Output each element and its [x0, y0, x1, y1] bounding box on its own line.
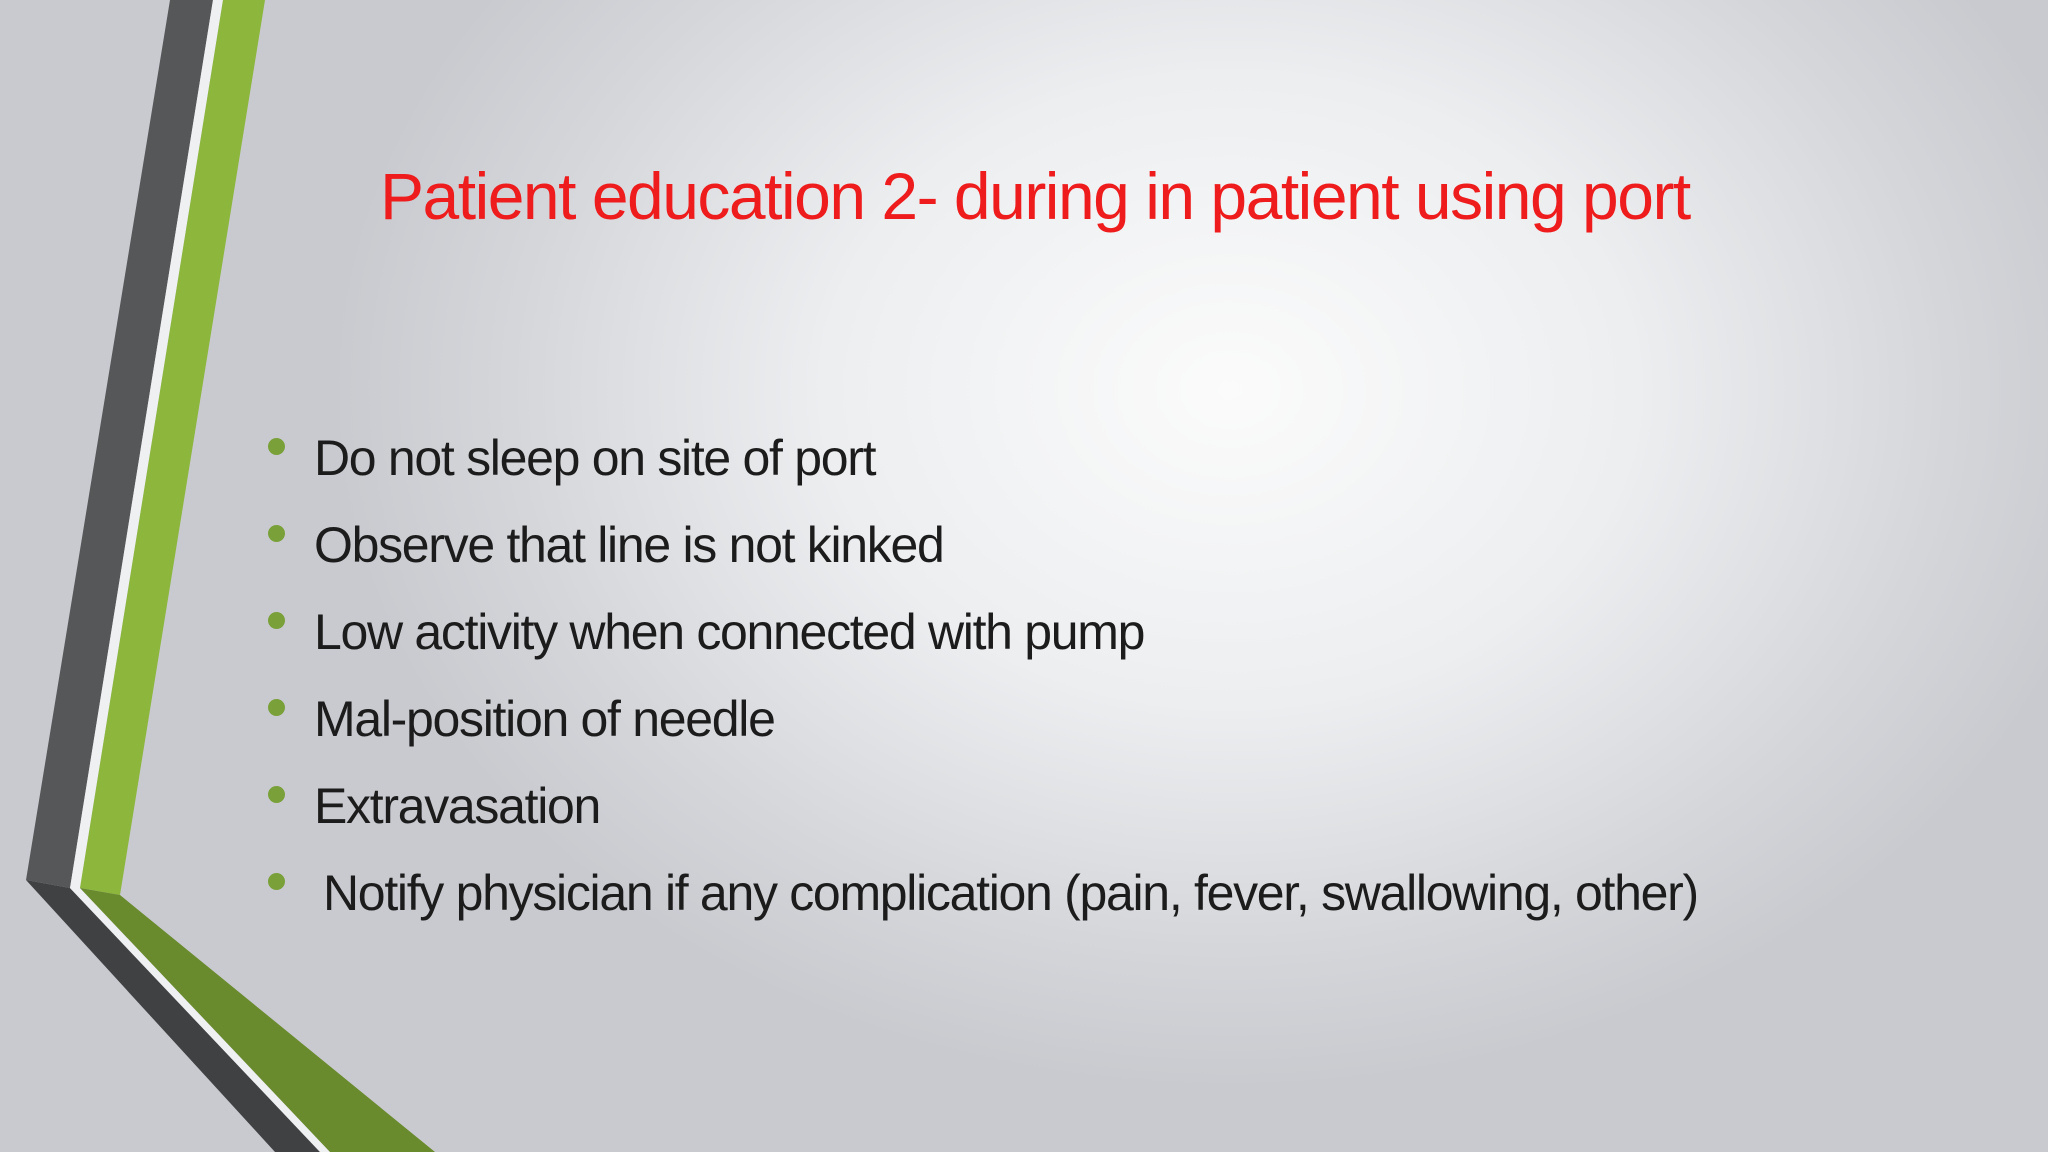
bullet-text: Extravasation [314, 778, 601, 834]
bullet-dot-icon [268, 612, 285, 629]
bullet-item-low-activity [262, 594, 1862, 681]
bullet-dot-icon [268, 438, 285, 455]
bullet-dot-icon [268, 873, 285, 890]
bullet-text: Low activity when connected with pump [314, 604, 1145, 660]
bullet-item-mal-position [262, 681, 1862, 768]
bullet-item-observe-line [262, 507, 1862, 594]
bullet-text: Mal-position of needle [314, 691, 775, 747]
bullet-dot-icon [268, 786, 285, 803]
bullet-item-sleep [262, 420, 1862, 507]
bullet-item-notify-physician [262, 855, 1862, 942]
bullet-text: Do not sleep on site of port [314, 430, 876, 486]
bullet-list [262, 420, 1862, 942]
bullet-text: Notify physician if any complication (pain, fever, swallowing, other) [323, 865, 1698, 921]
white-stripe-upper [70, 0, 223, 888]
bullet-dot-icon [268, 699, 285, 716]
slide-title: Patient education 2- during in patient using port [380, 159, 1690, 233]
bullet-dot-icon [268, 525, 285, 542]
bullet-text: Observe that line is not kinked [314, 517, 944, 573]
bullet-item-extravasation [262, 768, 1862, 855]
